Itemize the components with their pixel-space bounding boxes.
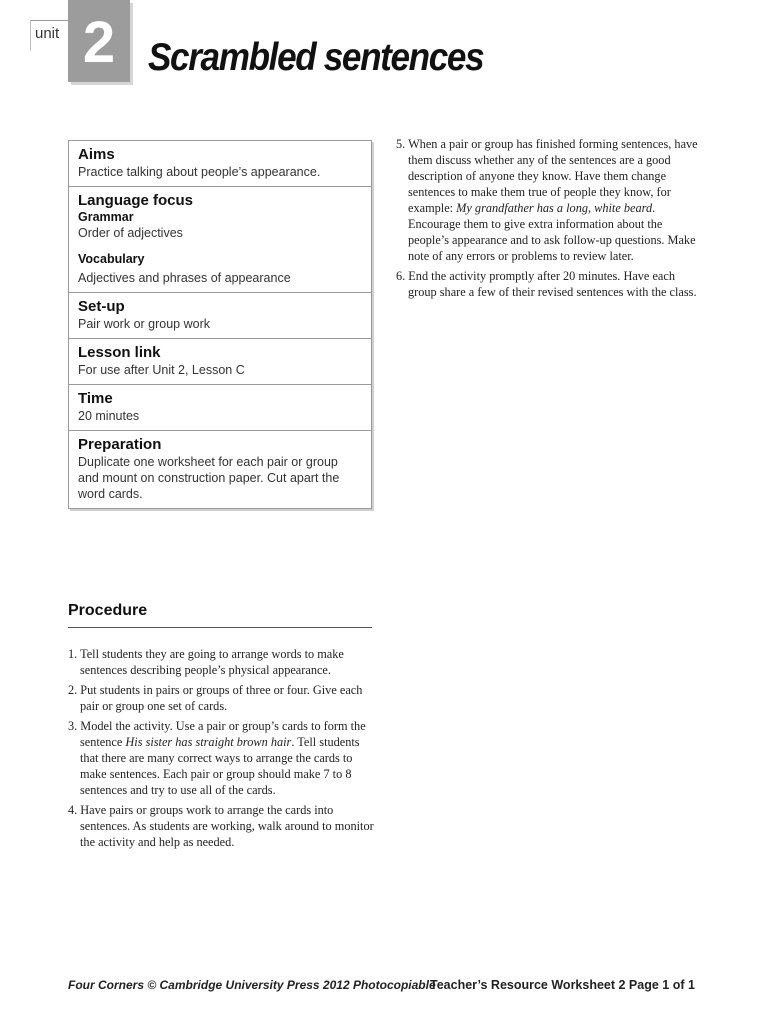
unit-label: unit	[35, 25, 60, 42]
aims-section	[69, 141, 371, 187]
language-focus-heading: Language focus	[78, 192, 194, 209]
footer-copyright: Four Corners © Cambridge University Press 2012 Photocopiable	[68, 978, 436, 992]
language-focus-section	[69, 187, 371, 293]
lesson-link-heading: Lesson link	[78, 344, 161, 361]
vocabulary-heading: Vocabulary	[78, 252, 145, 266]
time-text: 20 minutes	[78, 409, 140, 423]
grammar-heading: Grammar	[78, 210, 134, 224]
preparation-section	[69, 431, 371, 508]
setup-section	[69, 293, 371, 339]
procedure-heading: Procedure	[68, 602, 148, 619]
procedure-step: 1. Tell students they are going to arrange words to make sentences describing people’s physical appearance.	[68, 647, 344, 677]
lesson-link-section	[69, 339, 371, 385]
lesson-info-box	[68, 140, 372, 509]
time-section	[69, 385, 371, 431]
aims-heading: Aims	[78, 146, 115, 163]
preparation-heading: Preparation	[78, 436, 162, 453]
procedure-step: 2. Put students in pairs or groups of three or four. Give each pair or group one set of cards.	[68, 683, 363, 713]
page-title: Scrambled sentences	[148, 36, 484, 79]
vocabulary-text: Adjectives and phrases of appearance	[78, 271, 291, 285]
setup-heading: Set-up	[78, 298, 125, 315]
procedure-step: 3. Model the activity. Use a pair or group’s cards to form the sentence His sister has straight brown hair. Tell students that there are many correct ways to arrange the cards to make sentences. Each pair or group should make 7 to 8 sentences and try to use all of the cards.	[68, 719, 366, 797]
procedure-list-right	[396, 136, 702, 304]
grammar-text: Order of adjectives	[78, 226, 183, 240]
aims-text: Practice talking about people’s appearance.	[78, 165, 321, 179]
setup-text: Pair work or group work	[78, 317, 210, 331]
lesson-link-text: For use after Unit 2, Lesson C	[78, 363, 245, 377]
procedure-step: 6. End the activity promptly after 20 minutes. Have each group share a few of their revised sentences with the class.	[396, 269, 697, 299]
footer-page-info: Teacher’s Resource Worksheet 2 Page 1 of 1	[430, 978, 695, 992]
procedure-divider	[68, 627, 372, 628]
procedure-step: 5. When a pair or group has finished forming sentences, have them discuss whether any of the sentences are a good description of anyone they know. Have them change sentences to make them true of people they know, for example: My grandfather has a long, white beard. Encourage them to give extra information about the people’s appearance and to ask follow-up questions. Make note of any errors or problems to review later.	[396, 137, 698, 263]
procedure-list-left	[68, 646, 374, 854]
procedure-step: 4. Have pairs or groups work to arrange the cards into sentences. As students are working, walk around to monitor the activity and help as needed.	[68, 803, 374, 849]
time-heading: Time	[78, 390, 113, 407]
preparation-text: Duplicate one worksheet for each pair or group and mount on construction paper. Cut apart the word cards.	[78, 455, 340, 501]
unit-number: 2	[82, 10, 116, 75]
